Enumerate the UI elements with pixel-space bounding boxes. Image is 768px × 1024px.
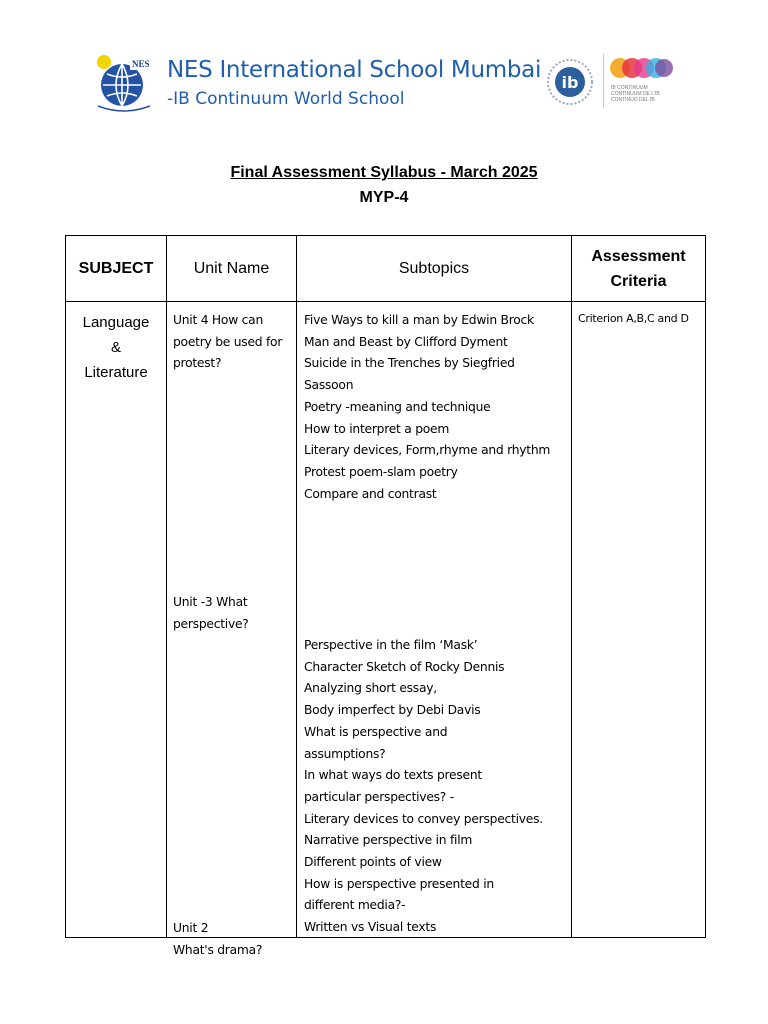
subtopic-item: What is perspective and <box>304 724 448 739</box>
subtopic-item: Perspective in the film ‘Mask’ <box>304 638 478 652</box>
subtopic-item: Character Sketch of Rocky Dennis <box>304 659 505 674</box>
school-subtitle: -IB Continuum World School <box>167 89 405 109</box>
header-assessment-criteria <box>572 236 706 302</box>
unit-line: protest? <box>173 356 222 371</box>
subtopic-item: Written vs Visual texts <box>304 920 437 935</box>
subtopic-item: In what ways do texts present <box>304 768 482 783</box>
header-criteria-line: Assessment <box>591 247 686 265</box>
subtopic-item: Literary devices, Form,rhyme and rhythm <box>304 443 551 458</box>
subtopic-item: assumptions? <box>304 746 386 761</box>
grade-level: MYP-4 <box>359 189 409 206</box>
subtopic-item: Poetry -meaning and technique <box>304 399 491 414</box>
ib-continuum-caption <box>611 85 660 103</box>
header-subtopics: Subtopics <box>297 236 572 302</box>
subtopic-item: Man and Beast by Clifford Dyment <box>304 334 508 349</box>
subtopic-item: Different points of view <box>304 855 442 870</box>
ib-logo-text: ib <box>561 73 579 92</box>
header-criteria-line: Criteria <box>610 272 667 290</box>
ib-continuum-logo <box>610 56 674 84</box>
subtopic-item: Literary devices to convey perspectives. <box>304 811 543 826</box>
subtopic-item: Five Ways to kill a man by Edwin Brock <box>304 313 534 327</box>
subject-line: Language <box>82 314 150 331</box>
table-row <box>66 302 706 938</box>
subtopic-item: Sassoon <box>304 378 354 393</box>
subject-cell <box>66 302 167 938</box>
syllabus-table <box>65 235 706 957</box>
ib-world-school-logo <box>546 56 594 108</box>
subtopic-item: Narrative perspective in film <box>304 833 473 848</box>
unit-line: poetry be used for <box>173 334 283 349</box>
subtopic-item: Suicide in the Trenches by Siegfried <box>304 356 515 371</box>
unit-block <box>173 592 292 635</box>
school-header <box>92 52 692 118</box>
logo-divider <box>603 54 604 108</box>
unit-line: Unit 4 How can <box>173 313 263 327</box>
unit-name-cell <box>167 302 297 957</box>
subtopic-item: Compare and contrast <box>304 486 437 501</box>
unit-line: Unit -3 What <box>173 595 248 609</box>
subtopic-group <box>304 310 567 505</box>
unit-line: perspective? <box>173 616 249 631</box>
criteria-cell: Criterion A,B,C and D <box>572 302 706 938</box>
nes-school-logo <box>92 52 156 114</box>
header-unit-name: Unit Name <box>167 236 297 302</box>
subtopic-item: How to interpret a poem <box>304 421 450 436</box>
subtopic-item: Body imperfect by Debi Davis <box>304 703 481 718</box>
ib-caption-line: CONTINUO DEL IB <box>611 97 655 103</box>
subject-line: & <box>110 339 121 356</box>
subtopic-item: How is perspective presented in <box>304 876 494 891</box>
subtopic-item: particular perspectives? - <box>304 789 454 804</box>
unit-block <box>173 310 292 375</box>
table-header-row <box>66 236 706 302</box>
unit-block <box>173 918 292 961</box>
subtopic-item: different media?- <box>304 898 406 913</box>
unit-line: What's drama? <box>173 942 263 957</box>
document-title-text: Final Assessment Syllabus - March 2025 <box>230 164 538 181</box>
nes-logo-text: NES <box>132 59 150 69</box>
school-name: NES International School Mumbai <box>167 57 542 83</box>
subtopic-item: Protest poem-slam poetry <box>304 464 458 479</box>
subtopic-item: Analyzing short essay, <box>304 681 437 696</box>
subject-line: Literature <box>84 364 148 381</box>
ib-caption-line: IB CONTINUUM <box>611 85 648 91</box>
header-subject: SUBJECT <box>66 236 167 302</box>
subtopic-group <box>304 635 567 939</box>
ib-caption-line: CONTINUUM DE L'IB <box>611 91 660 97</box>
subtopics-cell <box>297 302 572 938</box>
document-title <box>0 164 768 182</box>
unit-line: Unit 2 <box>173 921 209 935</box>
